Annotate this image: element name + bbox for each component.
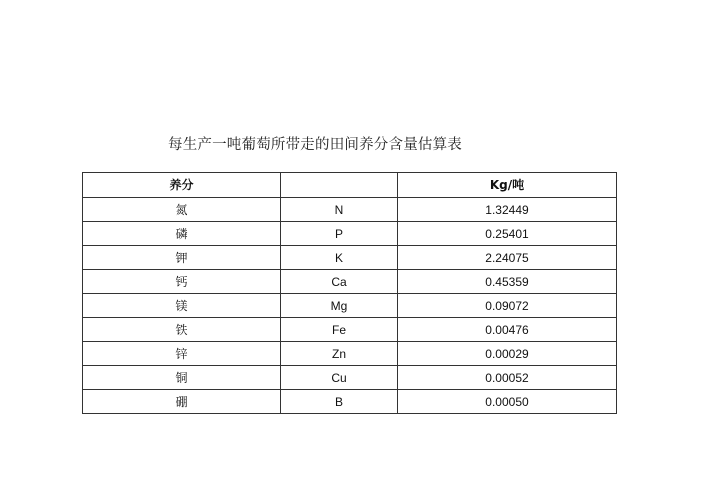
element-symbol: Mg [281,294,398,318]
kg-per-ton-value: 0.00476 [398,318,617,342]
element-symbol: K [281,246,398,270]
nutrient-name: 铜 [83,366,281,390]
kg-per-ton-value: 0.00052 [398,366,617,390]
nutrient-name: 硼 [83,390,281,414]
table-row [83,270,617,294]
header-symbol [281,173,398,198]
element-symbol: B [281,390,398,414]
table-row [83,366,617,390]
table-row [83,318,617,342]
element-symbol: P [281,222,398,246]
table-row [83,390,617,414]
kg-per-ton-value: 0.09072 [398,294,617,318]
table-row [83,294,617,318]
table-row [83,222,617,246]
kg-per-ton-value: 1.32449 [398,198,617,222]
kg-per-ton-value: 2.24075 [398,246,617,270]
nutrient-name: 锌 [83,342,281,366]
element-symbol: N [281,198,398,222]
element-symbol: Fe [281,318,398,342]
kg-per-ton-value: 0.00029 [398,342,617,366]
table-row [83,246,617,270]
header-kg-per-ton: Kg/吨 [398,173,617,198]
element-symbol: Ca [281,270,398,294]
header-nutrient: 养分 [83,173,281,198]
table-row [83,342,617,366]
element-symbol: Zn [281,342,398,366]
kg-per-ton-value: 0.25401 [398,222,617,246]
nutrient-name: 钙 [83,270,281,294]
nutrient-name: 钾 [83,246,281,270]
kg-per-ton-value: 0.45359 [398,270,617,294]
nutrient-table [82,172,617,414]
element-symbol: Cu [281,366,398,390]
nutrient-name: 氮 [83,198,281,222]
table-row [83,198,617,222]
kg-per-ton-value: 0.00050 [398,390,617,414]
table-header-row [83,173,617,198]
nutrient-name: 镁 [83,294,281,318]
nutrient-name: 磷 [83,222,281,246]
nutrient-name: 铁 [83,318,281,342]
document-title: 每生产一吨葡萄所带走的田间养分含量估算表 [168,137,462,153]
